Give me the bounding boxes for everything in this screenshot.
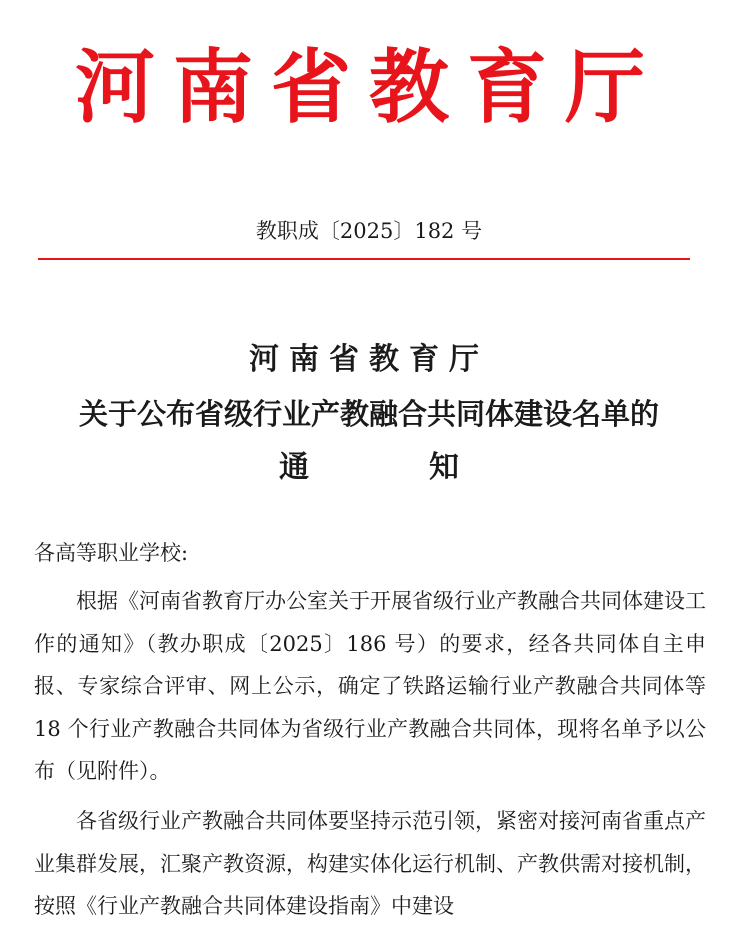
title-line-subject: 关于公布省级行业产教融合共同体建设名单的	[78, 397, 659, 431]
title-line-issuer: 河南省教育厅	[249, 342, 489, 377]
masthead: 河南省教育厅	[75, 40, 663, 134]
title-char-tong: 通	[279, 450, 309, 485]
title-char-zhi: 知	[429, 450, 459, 485]
red-divider	[38, 258, 690, 260]
title-line-type	[0, 446, 738, 490]
addressee: 各高等职业学校:	[34, 541, 189, 565]
body-paragraph-2: 各省级行业产教融合共同体要坚持示范引领，紧密对接河南省重点产业集群发展，汇聚产教资源，构建实体化运行机制、产教供需对接机制，按照《行业产教融合共同体建设指南》中建设	[34, 809, 706, 918]
body-paragraph-1: 根据《河南省教育厅办公室关于开展省级行业产教融合共同体建设工作的通知》（教办职成〔2025〕186 号）的要求，经各共同体自主申报、专家综合评审、网上公示，确定了铁路运输行业产教融合共同体等 18 个行业产教融合共同体为省级行业产教融合共同体，现将名单予以公布（见附件）。	[34, 589, 706, 783]
document-number: 教职成〔2025〕182 号	[255, 219, 483, 243]
